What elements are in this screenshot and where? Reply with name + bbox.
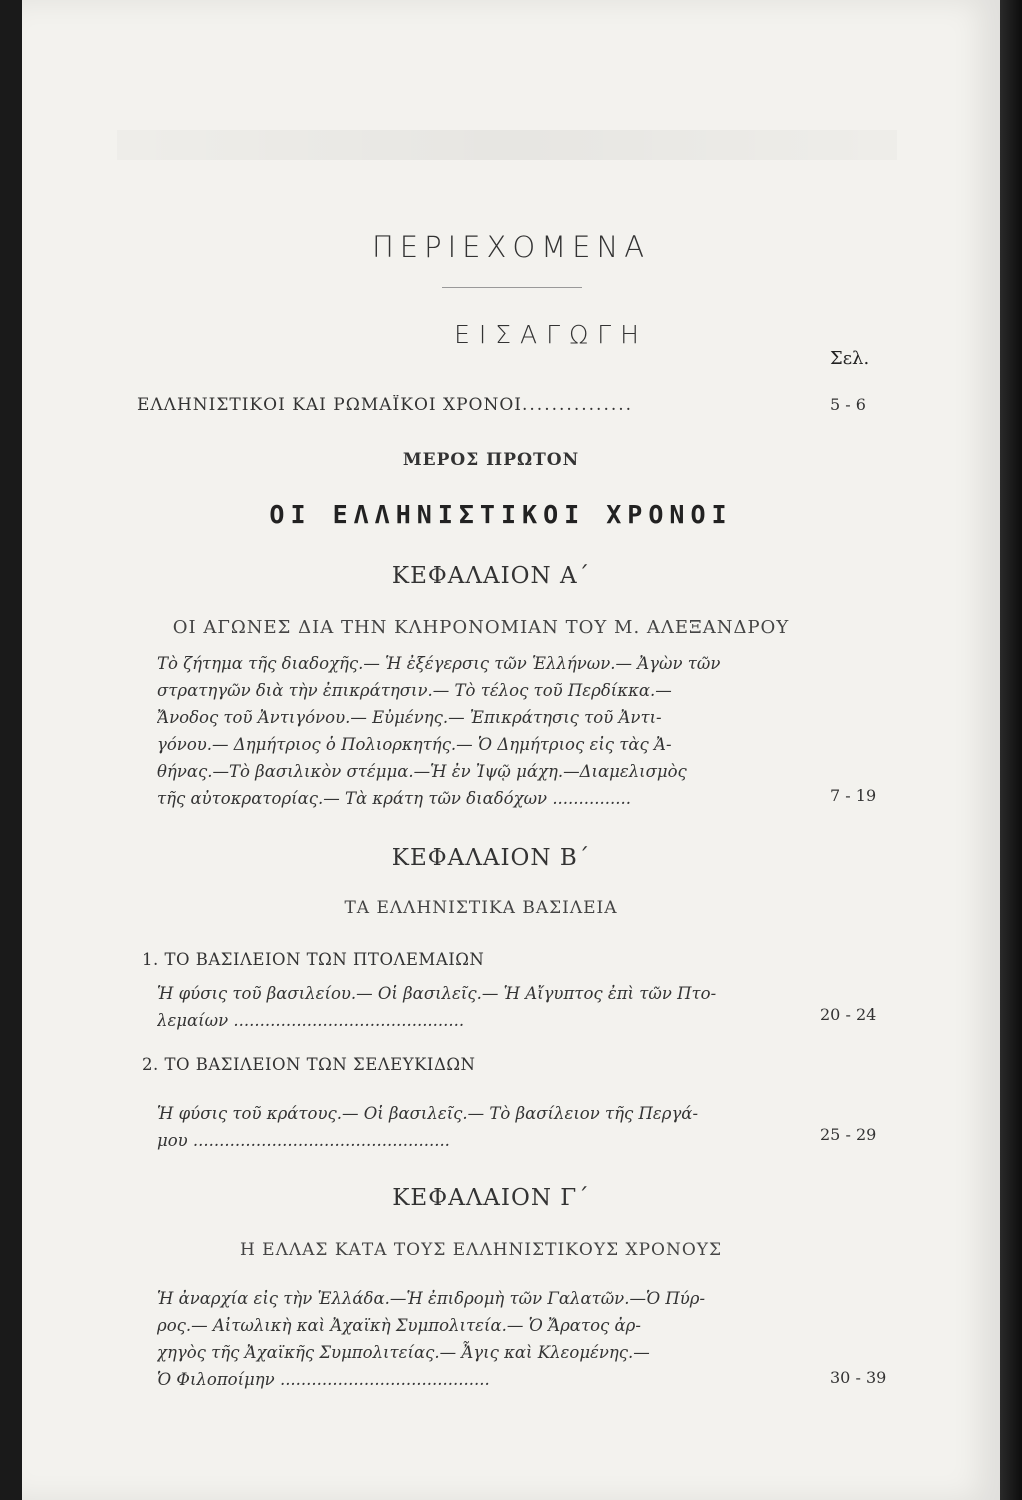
chapter-a-line: γόνου.— Δημήτριος ὁ Πολιορκητής.— Ὁ Δημήτριος εἰς τὰς Ἀ- bbox=[157, 735, 672, 754]
chapter-a-heading: ΚΕΦΑΛΑΙΟΝ Α΄ bbox=[391, 563, 591, 589]
chapter-a-line: Τὸ ζήτημα τῆς διαδοχῆς.— Ἡ ἐξέγερσις τῶν Ἑλλήνων.— Ἀγὼν τῶν bbox=[157, 654, 721, 673]
chapter-a-subtitle: ΟΙ ΑΓΩΝΕΣ ΔΙΑ ΤΗΝ ΚΛΗΡΟΝΟΜΙΑΝ ΤΟΥ Μ. ΑΛΕΞΑΝΔΡΟΥ bbox=[172, 617, 790, 638]
chapter-a-line: τῆς αὐτοκρατορίας.— Τὰ κράτη τῶν διαδόχων ............... bbox=[157, 789, 631, 808]
intro-entry-text: ΕΛΛΗΝΙΣΤΙΚΟΙ ΚΑΙ ΡΩΜΑΪΚΟΙ ΧΡΟΝΟΙ bbox=[137, 395, 522, 415]
part-label: ΜΕΡΟΣ ΠΡΩΤΟΝ bbox=[402, 450, 580, 470]
chapter-c-line: χηγὸς τῆς Ἀχαϊκῆς Συμπολιτείας.— Ἆγις καὶ Κλεομένης.— bbox=[157, 1343, 650, 1362]
chapter-c-line: Ἡ ἀναρχία εἰς τὴν Ἑλλάδα.—Ἡ ἐπιδρομὴ τῶν Γαλατῶν.—Ὁ Πύρ- bbox=[157, 1289, 706, 1308]
chapter-c-pages: 30 - 39 bbox=[830, 1368, 887, 1387]
chapter-c-heading: ΚΕΦΑΛΑΙΟΝ Γ΄ bbox=[392, 1185, 590, 1211]
section-1-description bbox=[157, 980, 797, 1034]
chapter-a-line: Ἄνοδος τοῦ Ἀντιγόνου.— Εὐμένης.— Ἐπικράτησις τοῦ Ἀντι- bbox=[157, 708, 662, 727]
page-column-label: Σελ. bbox=[830, 348, 870, 369]
book-page bbox=[22, 0, 1000, 1500]
section-1-pages: 20 - 24 bbox=[820, 1005, 877, 1024]
chapter-a-line: θήνας.—Τὸ βασιλικὸν στέμμα.—Ἡ ἐν Ἰψῷ μάχη.—Διαμελισμὸς bbox=[157, 762, 687, 781]
chapter-a-pages: 7 - 19 bbox=[830, 786, 877, 805]
intro-entry-dots: ............... bbox=[522, 395, 634, 415]
chapter-b-heading: ΚΕΦΑΛΑΙΟΝ Β΄ bbox=[391, 845, 591, 871]
section-2-pages: 25 - 29 bbox=[820, 1125, 877, 1144]
page-edge-shadow bbox=[1000, 0, 1022, 1500]
part-title: ΟΙ ΕΛΛΗΝΙΣΤΙΚΟΙ ΧΡΟΝΟΙ bbox=[269, 500, 733, 529]
chapter-a-line: στρατηγῶν διὰ τὴν ἐπικράτησιν.— Τὸ τέλος τοῦ Περδίκκα.— bbox=[157, 681, 672, 700]
section-2-description bbox=[157, 1100, 797, 1154]
chapter-c-description bbox=[157, 1285, 797, 1393]
bleed-through-shadow bbox=[117, 130, 897, 160]
chapter-a-description bbox=[157, 650, 797, 812]
page-title: ΠΕΡΙΕΧΟΜΕΝΑ bbox=[371, 230, 651, 264]
intro-entry-pages: 5 - 6 bbox=[830, 395, 866, 414]
section-2-title: 2. ΤΟ ΒΑΣΙΛΕΙΟΝ ΤΩΝ ΣΕΛΕΥΚΙΔΩΝ bbox=[142, 1055, 476, 1074]
intro-heading: ΕΙΣΑΓΩΓΗ bbox=[454, 320, 648, 349]
section-1-line: Ἡ φύσις τοῦ βασιλείου.— Οἱ βασιλεῖς.— Ἡ Αἴγυπτος ἐπὶ τῶν Πτο- bbox=[157, 984, 717, 1003]
section-1-title: 1. ΤΟ ΒΑΣΙΛΕΙΟΝ ΤΩΝ ΠΤΟΛΕΜΑΙΩΝ bbox=[142, 950, 485, 969]
chapter-c-line: ρος.— Αἰτωλικὴ καὶ Ἀχαϊκὴ Συμπολιτεία.— Ὁ Ἄρατος ἀρ- bbox=[157, 1316, 641, 1335]
title-divider bbox=[442, 287, 582, 288]
intro-entry bbox=[137, 395, 777, 415]
chapter-b-subtitle: ΤΑ ΕΛΛΗΝΙΣΤΙΚΑ ΒΑΣΙΛΕΙΑ bbox=[344, 898, 618, 918]
section-2-line: μου ................................................. bbox=[157, 1131, 450, 1150]
chapter-c-line: Ὁ Φιλοποίμην ........................................ bbox=[157, 1370, 490, 1389]
section-2-line: Ἡ φύσις τοῦ κράτους.— Οἱ βασιλεῖς.— Τὸ βασίλειον τῆς Περγά- bbox=[157, 1104, 699, 1123]
chapter-c-subtitle: Η ΕΛΛΑΣ ΚΑΤΑ ΤΟΥΣ ΕΛΛΗΝΙΣΤΙΚΟΥΣ ΧΡΟΝΟΥΣ bbox=[239, 1240, 723, 1260]
section-1-line: λεμαίων ............................................ bbox=[157, 1011, 465, 1030]
